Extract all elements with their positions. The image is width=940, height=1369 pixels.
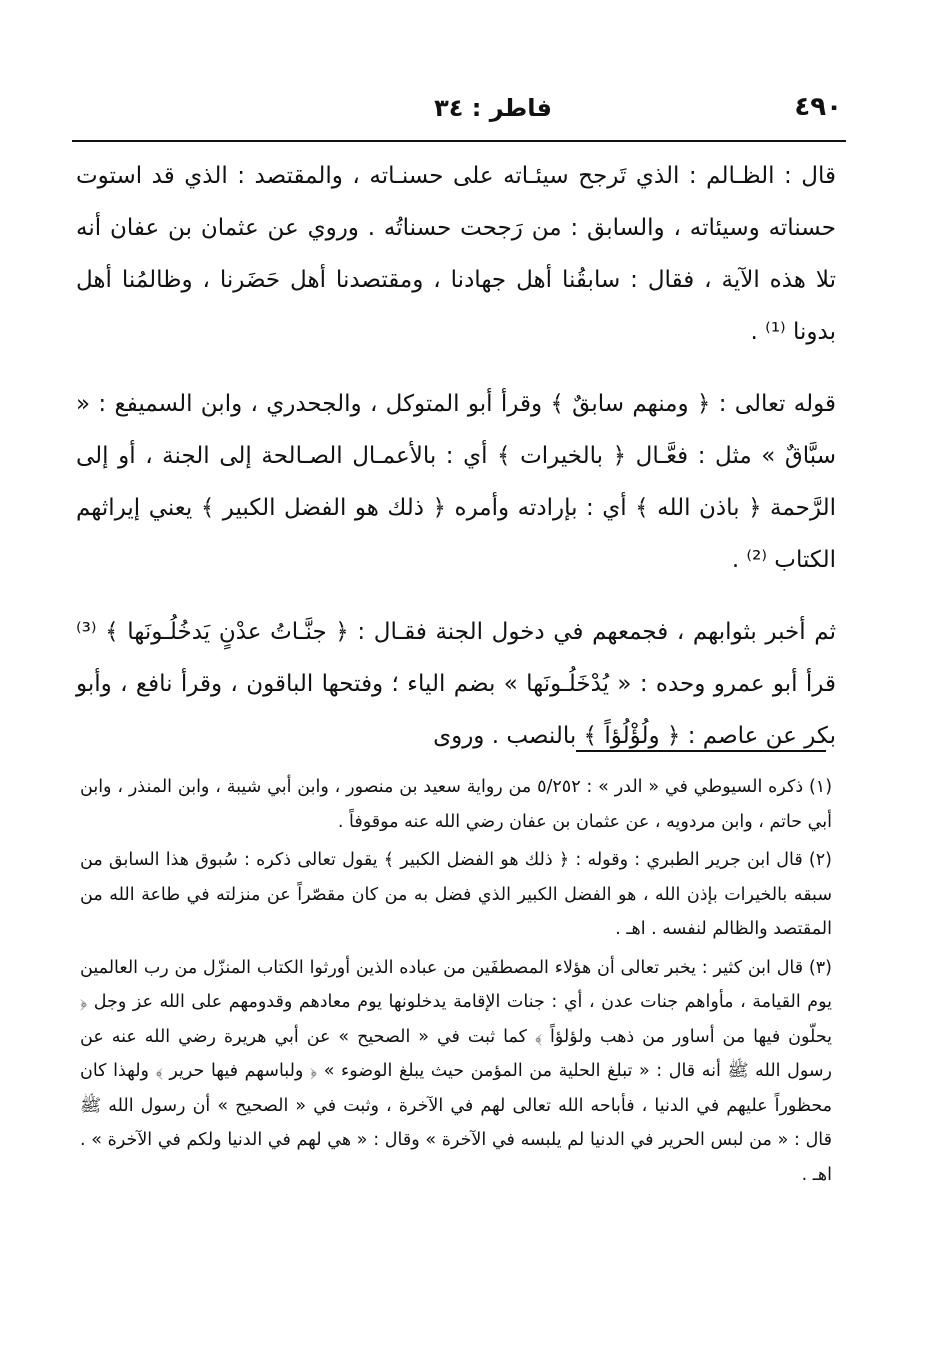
page-number: ٤٩٠ (794, 92, 842, 122)
footnote-separator (576, 750, 826, 752)
paragraph: ثم أخبر بثوابهم ، فجمعهم في دخول الجنة فقـال : ﴿ جنَّـاتُ عدْنٍ يَدخُلُـونَها ﴾ ⁽³⁾ قرأ أبو عمرو وحده : « يُدْخَلُـونَها » بضم الياء ؛ وفتحها الباقون ، وقرأ نافع ، وأبو بكر عن عاصم : ﴿ ولُؤْلُؤاً ﴾ بالنصب . وروى (76, 619, 836, 749)
paragraph: قوله تعالى : ﴿ ومنهم سابقٌ ﴾ وقرأ أبو المتوكل ، والجحدري ، وابن السميفع : « سبَّاقٌ » مثل : فعَّـال ﴿ بالخيرات ﴾ أي : بالأعمـال الصـالحة إلى الجنة ، أو إلى الرَّحمة ﴿ باذن الله ﴾ أي : بإرادته وأمره ﴿ ذلك هو الفضل الكبير ﴾ يعني إيراثهم الكتاب ⁽²⁾ . (76, 391, 836, 573)
running-title: فاطر : ٣٤ (434, 94, 552, 122)
paragraph: قال : الظـالم : الذي تَرجح سيئـاته على حسنـاته ، والمقتصد : الذي قد استوت حسناته وسيئاته ، والسابق : من رَجحت حسناتُه . وروي عن عثمان بن عفان أنه تلا هذه الآية ، فقال : سابقُنا أهل جهادنا ، ومقتصدنا أهل حَضَرنا ، وظالمُنا أهل بدونا ⁽¹⁾ . (76, 163, 836, 345)
footnote: (١) ذكره السيوطي في « الدر » : ٥/٢٥٢ من رواية سعيد بن منصور ، وابن أبي شيبة ، وابن المنذر ، وابن أبي حاتم ، وابن مردويه ، عن عثمان بن عفان رضي الله عنه موقوفاً . (80, 777, 833, 832)
header-rule (72, 140, 846, 142)
footnote: (٢) قال ابن جرير الطبري : وقوله : ﴿ ذلك هو الفضل الكبير ﴾ يقول تعالى ذكره : سُبوق هذا السابق من سبقه بالخيرات بإذن الله ، هو الفضل الكبير الذي فضل به من كان مقصّراً عن منزلته في طاعة الله من المقتصد والظالم لنفسه . اهـ . (80, 850, 832, 939)
footnote: (٣) قال ابن كثير : يخبر تعالى أن هؤلاء المصطفَين من عباده الذين أورثوا الكتاب المنزّل من رب العالمين يوم القيامة ، مأواهم جنات عدن ، أي : جنات الإقامة يدخلونها يوم معادهم وقدومهم على الله عز وجل ﴿ يحلّون فيها من أساور من ذهب ولؤلؤاً ﴾ كما ثبت في « الصحيح » عن أبي هريرة رضي الله عنه عن رسول الله ﷺ أنه قال : « تبلغ الحلية من المؤمن حيث يبلغ الوضوء » ﴿ ولباسهم فيها حرير ﴾ ولهذا كان محظوراً عليهم في الدنيا ، فأباحه الله تعالى لهم في الآخرة ، وثبت في « الصحيح » أن رسول الله ﷺ قال : « من لبس الحرير في الدنيا لم يلبسه في الآخرة » وقال : « هي لهم في الدنيا ولكم في الآخرة » . اهـ . (80, 957, 832, 1185)
main-text (76, 150, 836, 782)
footnotes (80, 770, 832, 1196)
page-header (72, 92, 842, 132)
